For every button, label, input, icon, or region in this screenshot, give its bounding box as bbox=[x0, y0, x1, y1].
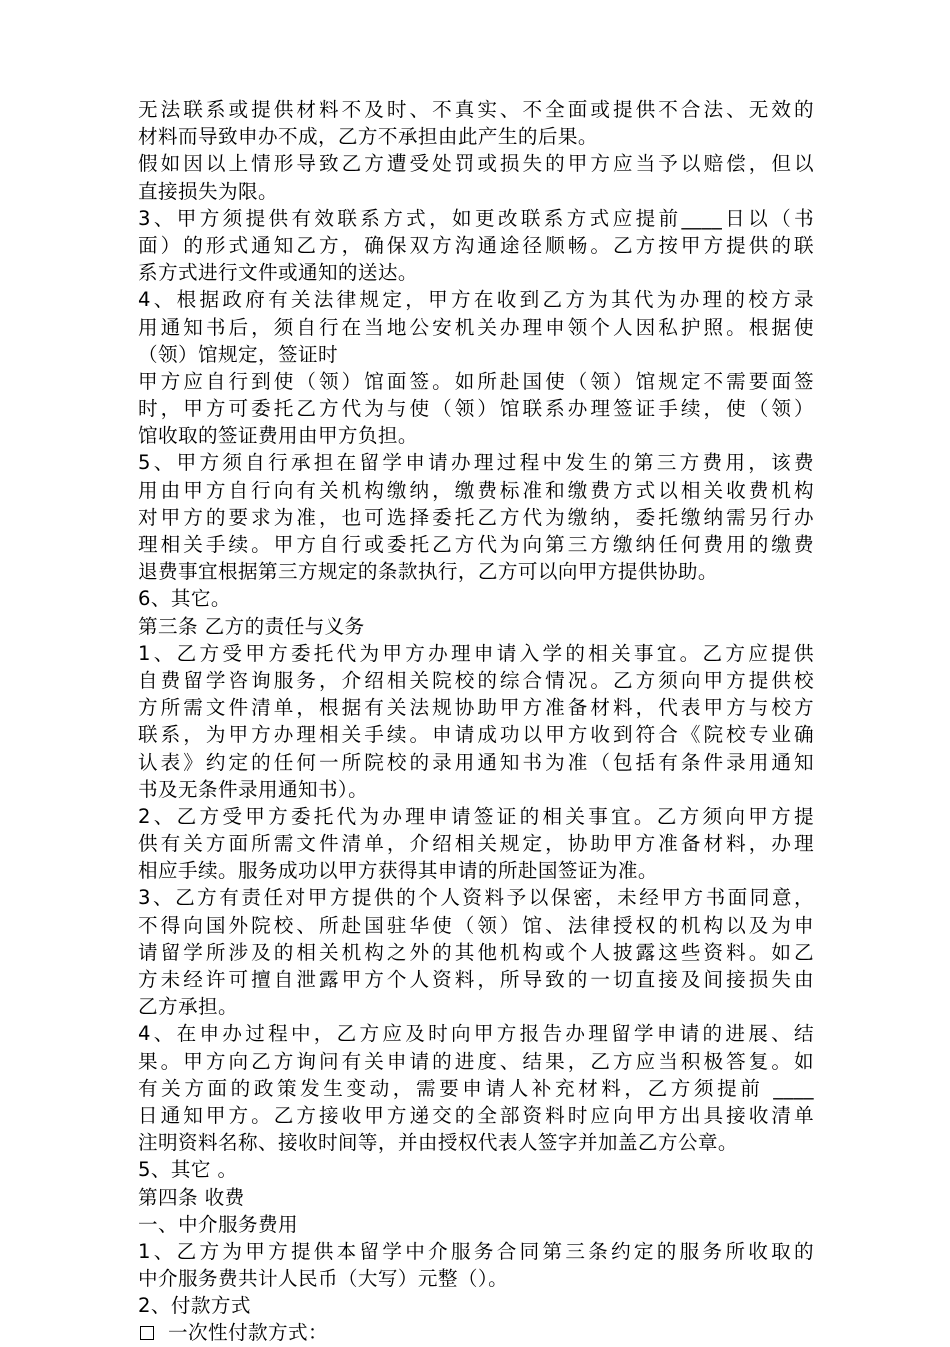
text-line: 3、乙方有责任对甲方提供的个人资料予以保密，未经甲方书面同意， bbox=[138, 886, 814, 910]
text-line: 直接损失为限。 bbox=[138, 179, 278, 203]
text-line: 书及无条件录用通知书）。 bbox=[138, 777, 369, 801]
text-line: 5、其它 。 bbox=[138, 1158, 238, 1182]
text-line: 注明资料名称、接收时间等，并由授权代表人签字并加盖乙方公章。 bbox=[138, 1131, 738, 1155]
text-line: 1、乙方受甲方委托代为甲方办理申请入学的相关事宜。乙方应提供 bbox=[138, 641, 814, 665]
text-line: 退费事宜根据第三方规定的条款执行，乙方可以向甲方提供协助。 bbox=[138, 560, 718, 584]
text-line: 自费留学咨询服务，介绍相关院校的综合情况。乙方须向甲方提供校 bbox=[138, 668, 814, 692]
text-line: 馆收取的签证费用由甲方负担。 bbox=[138, 424, 418, 448]
text-line: 一、中介服务费用 bbox=[138, 1212, 298, 1236]
text-line: 时，甲方可委托乙方代为与使（领）馆联系办理签证手续，使（领） bbox=[138, 397, 814, 421]
text-line: 假如因以上情形导致乙方遭受处罚或损失的甲方应当予以赔偿，但以 bbox=[138, 152, 814, 176]
text-line: 乙方承担。 bbox=[138, 995, 238, 1019]
text-line: 方所需文件清单，根据有关法规协助甲方准备材料，代表甲方与校方 bbox=[138, 696, 814, 720]
text-line: 理相关手续。甲方自行或委托乙方代为向第三方缴纳任何费用的缴费 bbox=[138, 533, 814, 556]
text-line: 方未经许可擅自泄露甲方个人资料，所导致的一切直接及间接损失由 bbox=[138, 968, 814, 991]
text-line: 有关方面的政策发生变动，需要申请人补充材料，乙方须提前 ____ bbox=[138, 1076, 814, 1100]
text-line: 4、根据政府有关法律规定，甲方在收到乙方为其代为办理的校方录 bbox=[138, 288, 814, 312]
document-body bbox=[138, 96, 814, 1347]
text-line: 1、乙方为甲方提供本留学中介服务合同第三条约定的服务所收取的 bbox=[138, 1239, 814, 1263]
text-line: 联系，为甲方办理相关手续。申请成功以甲方收到符合《院校专业确 bbox=[138, 723, 814, 747]
text-line: 2、乙方受甲方委托代为办理申请签证的相关事宜。乙方须向甲方提 bbox=[138, 804, 814, 828]
text-line: 用由甲方自行向有关机构缴纳，缴费标准和缴费方式以相关收费机构 bbox=[138, 478, 814, 502]
text-line: 3、甲方须提供有效联系方式，如更改联系方式应提前____日以（书 bbox=[138, 206, 814, 230]
text-line: 6、其它。 bbox=[138, 587, 231, 611]
text-line: 第三条 乙方的责任与义务 bbox=[138, 614, 365, 638]
text-line: 面）的形式通知乙方，确保双方沟通途径顺畅。乙方按甲方提供的联 bbox=[138, 233, 814, 257]
text-line: 不得向国外院校、所赴国驻华使（领）馆、法律授权的机构以及为申 bbox=[138, 913, 814, 937]
checkbox-icon[interactable] bbox=[140, 1326, 154, 1340]
text-line: 系方式进行文件或通知的送达。 bbox=[138, 261, 418, 285]
payment-option-label: 一次性付款方式： bbox=[168, 1321, 328, 1345]
text-line: 相应手续。服务成功以甲方获得其申请的所赴国签证为准。 bbox=[138, 859, 658, 883]
text-line: 5、甲方须自行承担在留学申请办理过程中发生的第三方费用，该费 bbox=[138, 451, 814, 475]
text-line: 材料而导致申办不成，乙方不承担由此产生的后果。 bbox=[138, 125, 598, 149]
text-line: 认表》约定的任何一所院校的录用通知书为准（包括有条件录用通知 bbox=[138, 750, 814, 774]
text-line: 用通知书后，须自行在当地公安机关办理申领个人因私护照。根据使 bbox=[138, 315, 814, 339]
text-line: （领）馆规定，签证时 bbox=[138, 342, 338, 366]
text-line: 2、付款方式 bbox=[138, 1294, 251, 1318]
text-line: 甲方应自行到使（领）馆面签。如所赴国使（领）馆规定不需要面签 bbox=[138, 369, 814, 393]
text-line: 中介服务费共计人民币（大写）元整（）。 bbox=[138, 1267, 509, 1291]
text-line: 日通知甲方。乙方接收甲方递交的全部资料时应向甲方出具接收清单 bbox=[138, 1103, 814, 1127]
text-line: 第四条 收费 bbox=[138, 1185, 245, 1209]
text-line: 4、在申办过程中，乙方应及时向甲方报告办理留学申请的进展、结 bbox=[138, 1022, 814, 1046]
text-line: 供有关方面所需文件清单，介绍相关规定，协助甲方准备材料，办理 bbox=[138, 832, 814, 856]
text-line: 无法联系或提供材料不及时、不真实、不全面或提供不合法、无效的 bbox=[138, 98, 814, 121]
text-line: 对甲方的要求为准，也可选择委托乙方代为缴纳，委托缴纳需另行办 bbox=[138, 505, 814, 529]
payment-option-one-time[interactable] bbox=[138, 1319, 814, 1346]
text-line: 请留学所涉及的相关机构之外的其他机构或个人披露这些资料。如乙 bbox=[138, 940, 814, 964]
text-line: 果。甲方向乙方询问有关申请的进度、结果，乙方应当积极答复。如 bbox=[138, 1049, 814, 1073]
